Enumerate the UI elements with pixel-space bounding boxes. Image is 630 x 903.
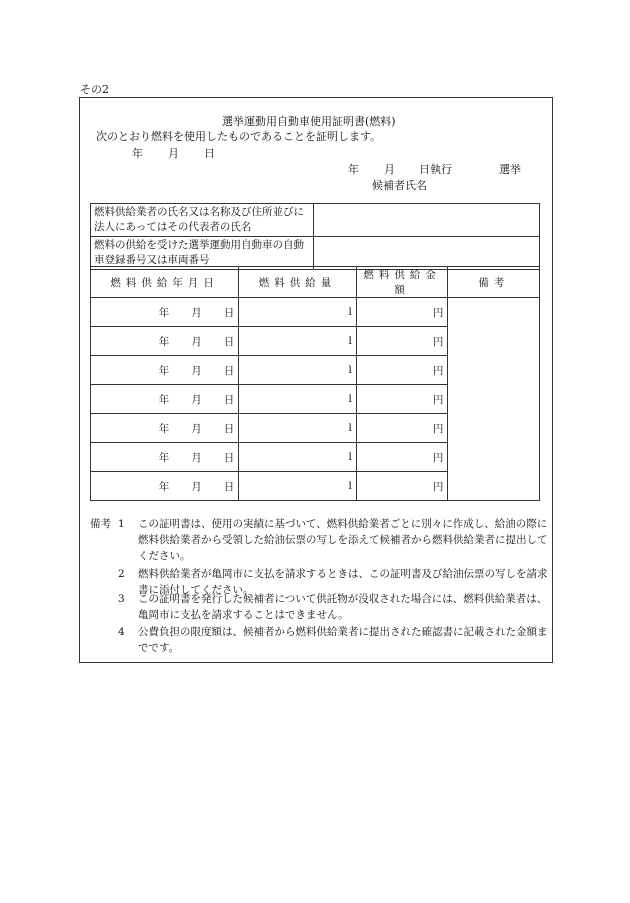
row-amount[interactable]: 円	[356, 472, 448, 501]
election-day: 日執行	[419, 163, 452, 176]
document-label: その2	[80, 83, 109, 96]
election-year: 年	[348, 163, 359, 176]
vehicle-value[interactable]	[314, 237, 540, 270]
row-quantity[interactable]: l	[239, 298, 357, 327]
note-number: 2	[118, 568, 125, 580]
row-date[interactable]	[91, 298, 239, 327]
row-day: 日	[223, 306, 235, 319]
row-date[interactable]	[91, 443, 239, 472]
row-amount[interactable]: 円	[356, 327, 448, 356]
header-remarks: 備考	[448, 267, 540, 298]
row-year: 年	[158, 306, 170, 319]
note-text: 燃料供給業者が亀岡市に支払を請求するときは、この証明書及び給油伝票の写しを請求書に添付してください。	[138, 568, 548, 596]
row-month: 月	[191, 422, 202, 435]
row-month: 月	[191, 393, 202, 406]
row-quantity[interactable]: l	[239, 472, 357, 501]
note-number: 1	[118, 518, 125, 530]
row-day: 日	[223, 480, 235, 493]
row-date[interactable]	[91, 356, 239, 385]
note-number: 4	[118, 626, 125, 638]
row-amount[interactable]: 円	[356, 443, 448, 472]
row-quantity[interactable]: l	[239, 356, 357, 385]
certification-statement: 次のとおり燃料を使用したものであることを証明します。	[96, 130, 382, 143]
supplier-row	[91, 204, 540, 237]
row-year: 年	[158, 480, 170, 493]
row-amount[interactable]: 円	[356, 298, 448, 327]
row-year: 年	[158, 451, 170, 464]
row-day: 日	[223, 364, 235, 377]
note-item	[118, 624, 548, 656]
header-supply-quantity: 燃料供給量	[239, 267, 357, 298]
row-date[interactable]	[91, 327, 239, 356]
row-date[interactable]	[91, 414, 239, 443]
row-month: 月	[191, 451, 202, 464]
header-supply-amount: 燃料供給金額	[356, 267, 448, 298]
row-year: 年	[158, 364, 170, 377]
supplier-label: 燃料供給業者の氏名又は名称及び住所並びに法人にあってはその代表者の氏名	[91, 204, 314, 237]
header-supply-date: 燃料供給年月日	[91, 267, 239, 298]
vehicle-label: 燃料の供給を受けた選挙運動用自動車の自動車登録番号又は車両番号	[91, 237, 314, 270]
row-day: 日	[223, 451, 235, 464]
supplier-info-table	[90, 203, 540, 270]
note-item	[118, 591, 548, 623]
election-name: 選挙	[499, 163, 521, 176]
row-quantity[interactable]: l	[239, 414, 357, 443]
row-amount[interactable]: 円	[356, 414, 448, 443]
remarks-cell[interactable]	[448, 298, 540, 501]
table-header-row	[91, 267, 540, 298]
row-year: 年	[158, 393, 170, 406]
row-month: 月	[191, 364, 202, 377]
notes-heading: 備考	[90, 518, 111, 530]
row-quantity[interactable]: l	[239, 327, 357, 356]
row-day: 日	[223, 422, 235, 435]
row-amount[interactable]: 円	[356, 385, 448, 414]
note-text: この証明書を発行した候補者について供託物が没収された場合には、燃料供給業者は、亀岡市に支払を請求することはできません。	[138, 593, 548, 621]
row-month: 月	[191, 480, 202, 493]
row-year: 年	[158, 422, 170, 435]
row-quantity[interactable]: l	[239, 385, 357, 414]
issue-month: 月	[168, 147, 179, 160]
vehicle-row	[91, 237, 540, 270]
issue-year: 年	[132, 147, 143, 160]
document-title: 選挙運動用自動車使用証明書(燃料)	[222, 115, 396, 128]
issue-day: 日	[204, 147, 215, 160]
row-year: 年	[158, 335, 170, 348]
row-amount[interactable]: 円	[356, 356, 448, 385]
row-date[interactable]	[91, 385, 239, 414]
note-text: この証明書は、使用の実績に基づいて、燃料供給業者ごとに別々に作成し、給油の際に燃料供給業者から受領した給油伝票の写しを添えて候補者から燃料供給業者に提出してください。	[138, 518, 548, 562]
row-quantity[interactable]: l	[239, 443, 357, 472]
row-date[interactable]	[91, 472, 239, 501]
note-number: 3	[118, 593, 125, 605]
election-month: 月	[384, 163, 395, 176]
row-month: 月	[191, 306, 202, 319]
fuel-supply-table	[90, 266, 540, 501]
note-item	[118, 516, 548, 564]
candidate-name-label: 候補者氏名	[372, 179, 427, 192]
row-month: 月	[191, 335, 202, 348]
supplier-value[interactable]	[314, 204, 540, 237]
note-text: 公費負担の限度額は、候補者から燃料供給業者に提出された確認書に記載された金額までです。	[138, 626, 548, 654]
row-day: 日	[223, 393, 235, 406]
row-day: 日	[223, 335, 235, 348]
table-row	[91, 298, 540, 327]
